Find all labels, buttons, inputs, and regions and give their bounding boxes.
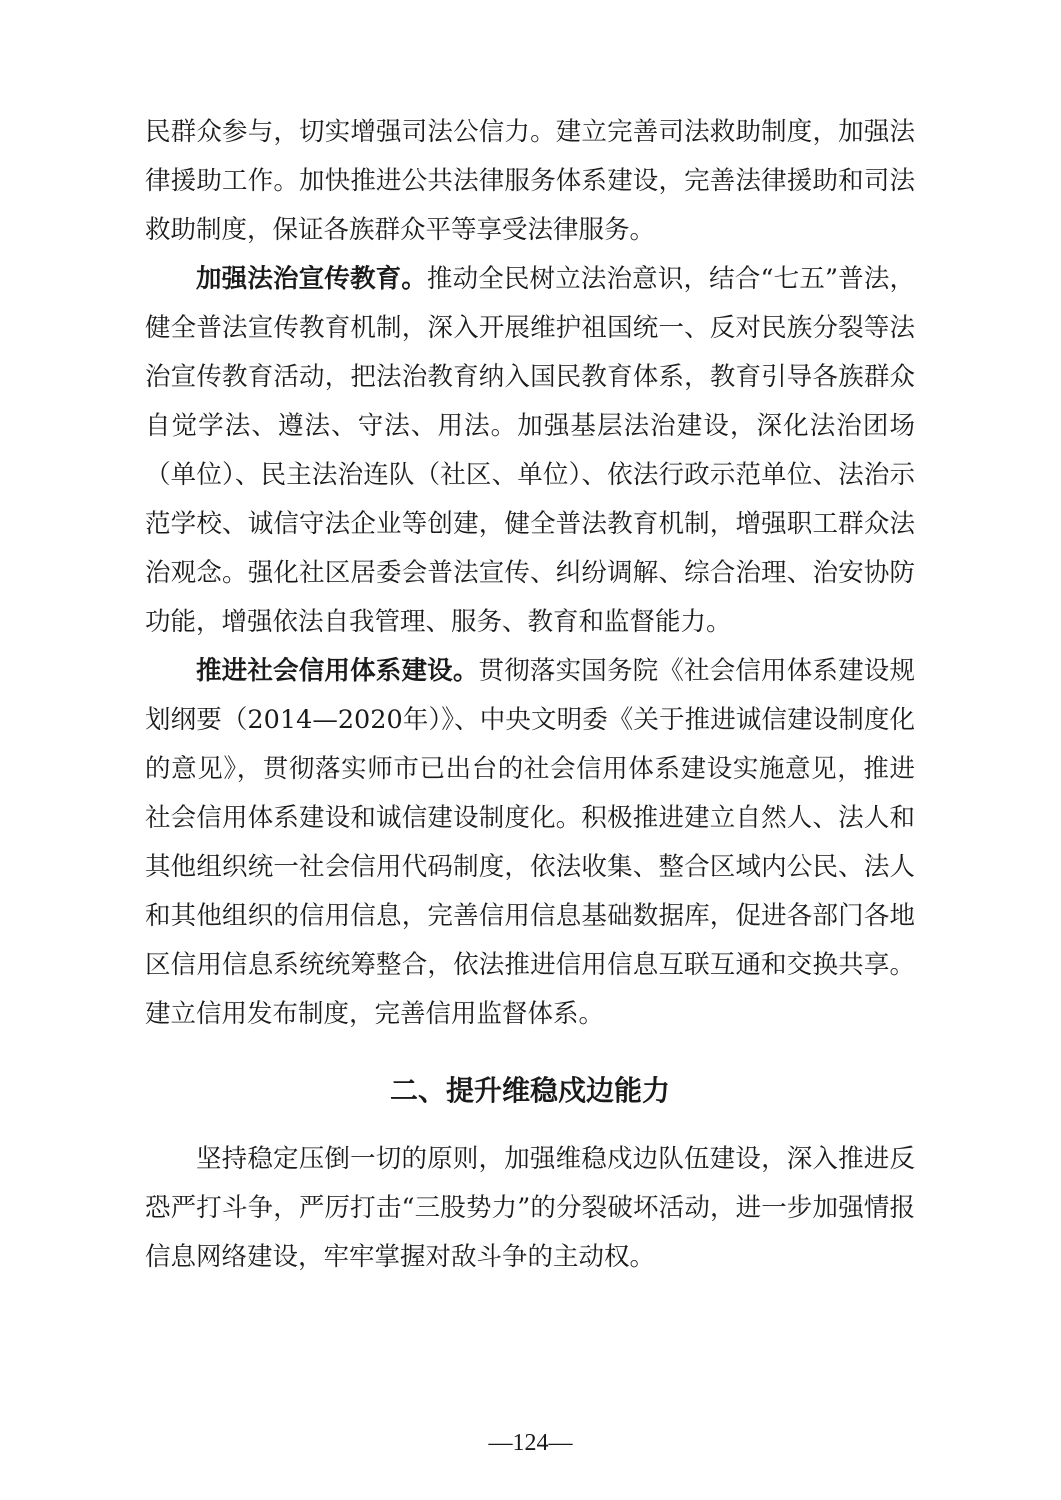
section-heading: 二、提升维稳戍边能力: [389, 1074, 670, 1107]
paragraph-credit-system: [145, 647, 915, 1039]
paragraph-body-credit-system: 贯彻落实国务院《社会信用体系建设规划纲要（2014—2020年）》、中央文明委《关于推进诚信建设制度化的意见》，贯彻落实师市已出台的社会信用体系建设实施意见，推进社会信用体系建设和诚信建设制度化。积极推进建立自然人、法人和其他组织统一社会信用代码制度，依法收集、整合区域内公民、法人和其他组织的信用信息，完善信用信息基础数据库，促进各部门各地区信用信息系统统筹整合，依法推进信用信息互联互通和交换共享。建立信用发布制度，完善信用监督体系。: [145, 656, 915, 1029]
paragraph-continuation: 民群众参与，切实增强司法公信力。建立完善司法救助制度，加强法律援助工作。加快推进公共法律服务体系建设，完善法律援助和司法救助制度，保证各族群众平等享受法律服务。: [145, 117, 915, 245]
paragraph-stability: 坚持稳定压倒一切的原则，加强维稳戍边队伍建设，深入推进反恐严打斗争，严厉打击“三股势力”的分裂破坏活动，进一步加强情报信息网络建设，牢牢掌握对敌斗争的主动权。: [145, 1144, 915, 1272]
paragraph-legal-education: [145, 255, 915, 647]
document-body: [145, 108, 915, 1282]
page-number: —124—: [488, 1430, 573, 1456]
paragraph-body-legal-education: 推动全民树立法治意识，结合“七五”普法，健全普法宣传教育机制，深入开展维护祖国统一、反对民族分裂等法治宣传教育活动，把法治教育纳入国民教育体系，教育引导各族群众自觉学法、遵法、守法、用法。加强基层法治建设，深化法治团场（单位）、民主法治连队（社区、单位）、依法行政示范单位、法治示范学校、诚信守法企业等创建，健全普法教育机制，增强职工群众法治观念。强化社区居委会普法宣传、纠纷调解、综合治理、治安协防功能，增强依法自我管理、服务、教育和监督能力。: [145, 264, 915, 637]
paragraph-lead-legal-education: 加强法治宣传教育。: [196, 264, 427, 294]
paragraph-lead-credit-system: 推进社会信用体系建设。: [196, 656, 479, 686]
